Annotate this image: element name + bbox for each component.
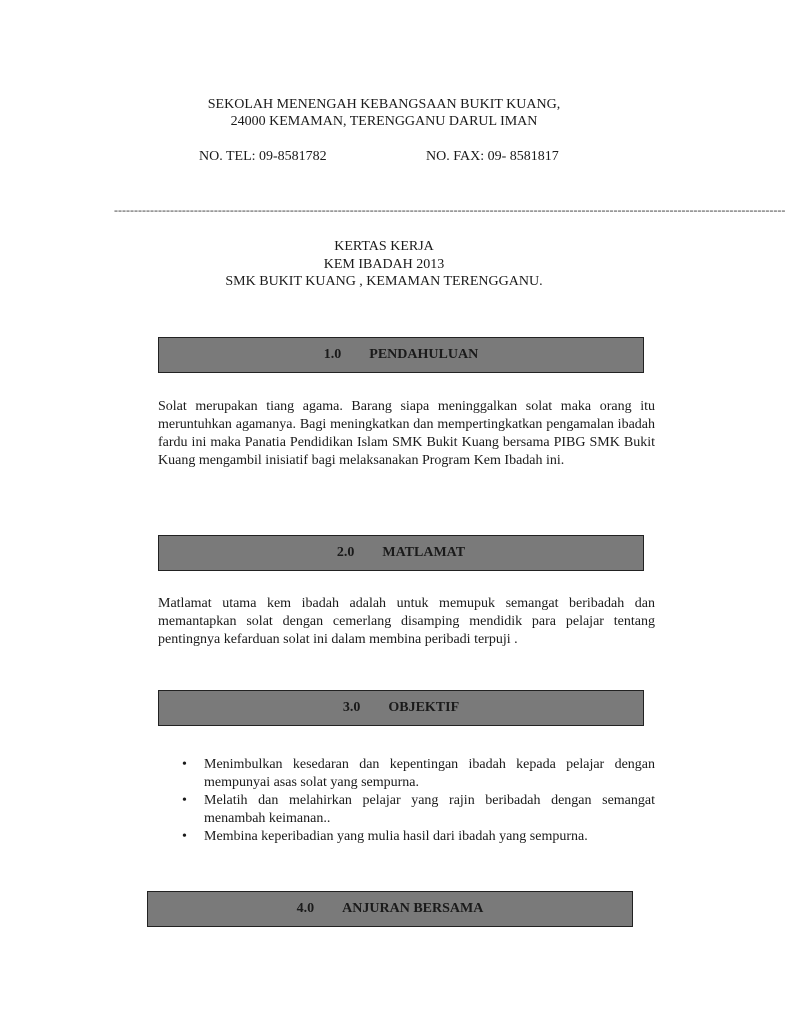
- school-name: SEKOLAH MENENGAH KEBANGSAAN BUKIT KUANG,: [207, 97, 561, 112]
- program-name: KEM IBADAH 2013: [323, 257, 445, 272]
- telephone-number: NO. TEL: 09-8581782: [199, 149, 327, 164]
- section-number: 1.0: [323, 347, 342, 362]
- section-title: ANJURAN BERSAMA: [342, 901, 484, 916]
- list-item: [182, 828, 655, 846]
- bullet-icon: •: [182, 793, 187, 808]
- school-address: 24000 KEMAMAN, TERENGGANU DARUL IMAN: [230, 114, 538, 129]
- section-number: 3.0: [342, 700, 361, 715]
- matlamat-paragraph: Matlamat utama kem ibadah adalah untuk memupuk semangat beribadah dan memantapkan solat dengan cemerlang disamping mendidik para pelajar tentang pentingnya kefarduan solat ini dalam membina peribadi terpuji .: [158, 596, 655, 647]
- section-number: 2.0: [336, 545, 355, 560]
- divider-line: ------------------------------------------------------------------------------------------------------------------------------------------------------------------------: [114, 203, 785, 217]
- pendahuluan-paragraph: Solat merupakan tiang agama. Barang siapa meninggalkan solat maka orang itu meruntuhkan agamanya. Bagi meningkatkan dan mempertingkatkan pengamalan ibadah fardu ini maka Panatia Pendidikan Islam SMK Bukit Kuang bersama PIBG SMK Bukit Kuang mengambil inisiatif bagi melaksanakan Program Kem Ibadah ini.: [158, 399, 655, 468]
- bullet-icon: •: [182, 829, 187, 844]
- list-item-text: Membina keperibadian yang mulia hasil dari ibadah yang sempurna.: [204, 829, 588, 844]
- section-title: PENDAHULUAN: [369, 347, 479, 362]
- organizer-location: SMK BUKIT KUANG , KEMAMAN TERENGGANU.: [225, 274, 543, 289]
- section-heading-anjuran-bersama: [147, 891, 633, 927]
- fax-number: NO. FAX: 09- 8581817: [426, 149, 559, 164]
- document-type: KERTAS KERJA: [334, 239, 434, 254]
- objektif-list: [182, 756, 655, 846]
- list-item-text: Menimbulkan kesedaran dan kepentingan ibadah kepada pelajar dengan mempunyai asas solat yang sempurna.: [204, 757, 655, 790]
- section-title: MATLAMAT: [382, 545, 466, 560]
- bullet-icon: •: [182, 757, 187, 772]
- section-number: 4.0: [296, 901, 315, 916]
- section-heading-objektif: [158, 690, 644, 726]
- list-item: [182, 792, 655, 828]
- section-title: OBJEKTIF: [388, 700, 460, 715]
- list-item: [182, 756, 655, 792]
- section-heading-matlamat: [158, 535, 644, 571]
- list-item-text: Melatih dan melahirkan pelajar yang rajin beribadah dengan semangat menambah keimanan..: [204, 793, 655, 826]
- section-heading-pendahuluan: [158, 337, 644, 373]
